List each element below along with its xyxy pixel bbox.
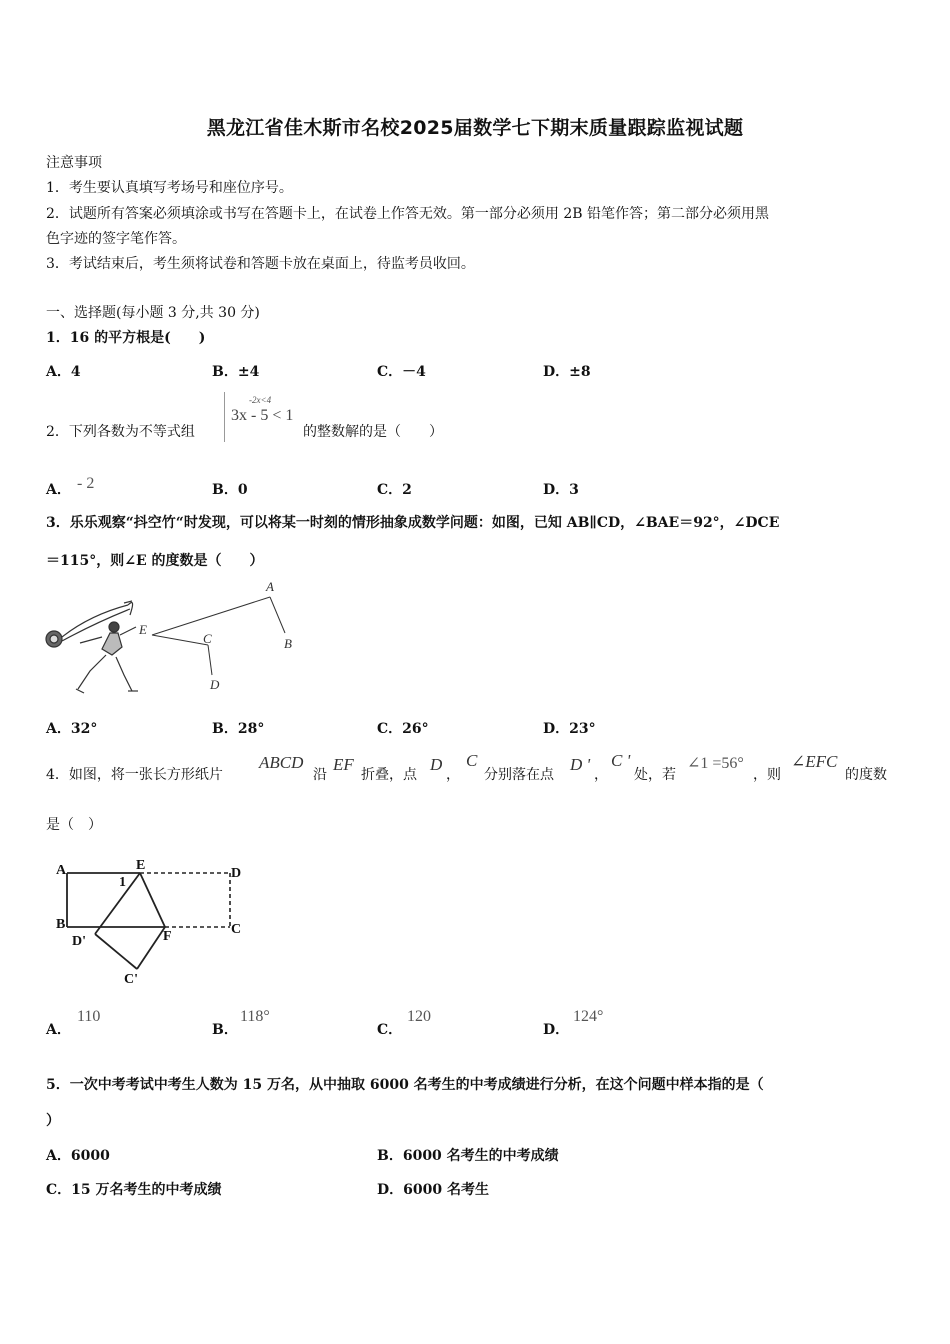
q2-stem-post: 的整数解的是（ ） — [303, 424, 443, 440]
q3-option-b: B．28° — [212, 721, 265, 737]
q4-option-c-label: C． — [377, 1022, 403, 1038]
q4-label-c: C — [231, 922, 242, 937]
q2-inequality-system — [224, 392, 301, 442]
q4-label-d-prime: D' — [72, 934, 86, 949]
q4-stem-8: ，则 — [753, 767, 781, 783]
q4-stem-6: ， — [594, 767, 608, 783]
q4-stem-3: 折叠，点 — [361, 767, 417, 783]
q4-option-c-value: 120 — [407, 1008, 431, 1025]
q4-option-b-label: B． — [212, 1022, 238, 1038]
q2-option-c: C．2 — [377, 482, 412, 498]
page-title: 黑龙江省佳木斯市名校2025届数学七下期末质量跟踪监视试题 — [206, 117, 744, 139]
section-heading: 一、选择题(每小题 3 分,共 30 分) — [46, 305, 260, 321]
q1-option-b: B．±4 — [212, 364, 260, 380]
q4-stem-7: 处，若 — [634, 767, 676, 783]
q3-option-c: C．26° — [377, 721, 429, 737]
notice-item-1: 1．考生要认真填写考场号和座位序号。 — [46, 180, 293, 196]
q5-stem-line2: ） — [46, 1113, 60, 1129]
q5-stem-line1: 5．一次中考考试中考生人数为 15 万名，从中抽取 6000 名考生的中考成绩进行分析，在这个问题中样本指的是（ — [46, 1077, 764, 1093]
q4-label-e: E — [136, 858, 146, 873]
q1-option-d: D．±8 — [543, 364, 591, 380]
q5-option-a: A．6000 — [46, 1148, 110, 1164]
q4-math-c-prime: C ' — [611, 751, 631, 770]
q3-label-a: A — [266, 579, 274, 594]
q4-option-a-label: A． — [46, 1022, 71, 1038]
q3-label-e: E — [139, 622, 147, 637]
q3-label-b: B — [284, 636, 292, 651]
q2-inequality-2: 3x - 5 < 1 — [231, 407, 294, 424]
q4-figure — [50, 852, 250, 987]
q3-option-a: A．32° — [46, 721, 98, 737]
q5-option-c: C．15 万名考生的中考成绩 — [46, 1182, 222, 1198]
notice-heading: 注意事项 — [46, 155, 102, 171]
q4-stem-9: 的度数 — [845, 767, 887, 783]
q4-math-c: C — [466, 751, 478, 770]
q3-option-d: D．23° — [543, 721, 596, 737]
q4-option-a-value: 110 — [77, 1008, 101, 1025]
q3-juggler-figure — [46, 601, 138, 693]
q4-dashed-lines — [140, 873, 230, 927]
q4-math-abcd: ABCD — [259, 753, 304, 772]
q4-math-d: D — [430, 755, 443, 774]
q2-option-a-value: - 2 — [77, 475, 95, 492]
q3-figure — [40, 575, 310, 705]
notice-item-3: 3．考试结束后，考生须将试卷和答题卡放在桌面上，待监考员收回。 — [46, 256, 475, 272]
notice-item-2: 2．试题所有答案必须填涂或书写在答题卡上，在试卷上作答无效。第一部分必须用 2B 铅笔作答；第二部分必须用黑 — [46, 206, 769, 222]
q4-label-b: B — [56, 917, 66, 932]
q4-label-c-prime: C' — [124, 972, 138, 987]
q3-label-d: D — [210, 677, 220, 692]
notice-item-2-cont: 色字迹的签字笔作答。 — [46, 231, 186, 247]
q4-label-f: F — [163, 929, 172, 944]
q3-label-c: C — [203, 631, 212, 646]
q4-stem-1: 4．如图，将一张长方形纸片 — [46, 767, 223, 783]
q1-stem: 1．16 的平方根是( ) — [46, 330, 206, 346]
q2-option-a-label: A． — [46, 482, 71, 498]
q4-math-ef: EF — [333, 755, 354, 774]
q4-stem-4: ， — [446, 767, 460, 783]
q3-stem-line2: ＝115°，则∠E 的度数是（ ） — [46, 553, 264, 569]
q4-stem-5: 分别落在点 — [484, 767, 554, 783]
q5-option-d: D．6000 名考生 — [377, 1182, 489, 1198]
q4-stem-2: 沿 — [313, 767, 327, 783]
q4-math-angle1: ∠1 =56° — [687, 755, 744, 772]
q2-option-d: D．3 — [543, 482, 579, 498]
q4-option-b-value: 118° — [240, 1008, 270, 1025]
q4-label-1: 1 — [119, 875, 126, 890]
q4-option-d-value: 124° — [573, 1008, 604, 1025]
q1-option-a: A．4 — [46, 364, 81, 380]
q4-math-efc: ∠EFC — [791, 752, 838, 771]
q5-option-b: B．6000 名考生的中考成绩 — [377, 1148, 559, 1164]
q4-option-d-label: D． — [543, 1022, 570, 1038]
q2-option-b: B．0 — [212, 482, 248, 498]
q1-option-c: C．－4 — [377, 364, 426, 380]
q4-math-d-prime: D ' — [570, 755, 591, 774]
q2-inequality-1: -2x<4 — [249, 395, 272, 405]
q4-rectangle-lines — [67, 873, 165, 969]
q3-geometry-lines — [152, 597, 285, 675]
q3-stem-line1: 3．乐乐观察“抖空竹“时发现，可以将某一时刻的情形抽象成数学问题：如图，已知 AB∥CD，∠BAE＝92°，∠DCE — [46, 515, 780, 531]
q4-label-d: D — [231, 866, 242, 881]
q2-stem-pre: 2．下列各数为不等式组 — [46, 424, 195, 440]
q4-label-a: A — [56, 863, 67, 878]
q4-stem-line2: 是（ ） — [46, 817, 102, 833]
